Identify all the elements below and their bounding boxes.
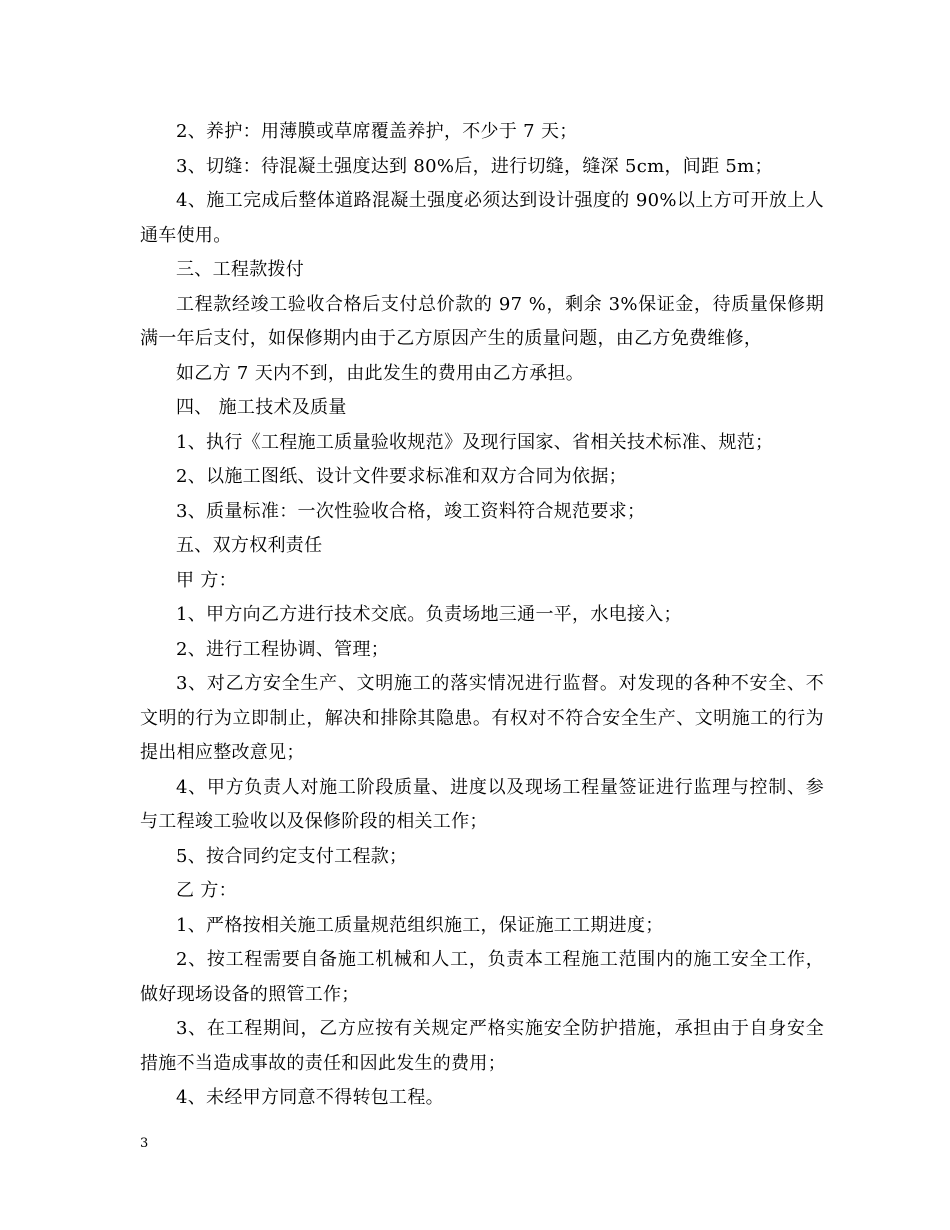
paragraph-joint-cutting: 3、切缝：待混凝土强度达到 80%后，进行切缝，缝深 5cm，间距 5m；: [176, 155, 773, 177]
party-b-item-2: 2、按工程需要自备施工机械和人工，负责本工程施工范围内的施工安全工作，做好现场设备的照管工作；: [140, 949, 824, 1005]
page-number: 3: [140, 1136, 149, 1151]
party-a-heading: 甲 方：: [176, 569, 237, 591]
paragraph-technique-2: 2、以施工图纸、设计文件要求标准和双方合同为依据；: [176, 466, 627, 487]
party-a-item-4: 4、甲方负责人对施工阶段质量、进度以及现场工程量签证进行监理与控制、参与工程竣工验收以及保修阶段的相关工作；: [140, 776, 824, 832]
party-b-item-3: 3、在工程期间，乙方应按有关规定严格实施安全防护措施，承担由于自身安全措施不当造成事故的责任和因此发生的费用；: [140, 1018, 824, 1074]
paragraph-payment-terms: 工程款经竣工验收合格后支付总价款的 97 %，剩余 3%保证金，待质量保修期满一年后支付，如保修期内由于乙方原因产生的质量问题，由乙方免费维修，: [140, 293, 824, 349]
party-a-item-3: 3、对乙方安全生产、文明施工的落实情况进行监督。对发现的各种不安全、不文明的行为立即制止，解决和排除其隐患。有权对不符合安全生产、文明施工的行为提出相应整改意见；: [140, 673, 824, 763]
party-b-heading: 乙 方：: [176, 880, 237, 901]
document-body: [140, 115, 824, 1116]
party-b-item-1: 1、严格按相关施工质量规范组织施工，保证施工工期进度；: [176, 914, 664, 936]
paragraph-curing: 2、养护：用薄膜或草席覆盖养护，不少于 7 天；: [176, 121, 578, 142]
party-a-item-1: 1、甲方向乙方进行技术交底。负责场地三通一平，水电接入；: [176, 604, 682, 625]
paragraph-technique-1: 1、执行《工程施工质量验收规范》及现行国家、省相关技术标准、规范；: [176, 431, 774, 453]
paragraph-payment-penalty: 如乙方 7 天内不到，由此发生的费用由乙方承担。: [176, 362, 585, 384]
paragraph-technique-3: 3、质量标准：一次性验收合格，竣工资料符合规范要求；: [176, 500, 646, 522]
section-heading-rights-responsibilities: 五、双方权利责任: [176, 535, 323, 556]
party-a-item-2: 2、进行工程协调、管理；: [176, 638, 390, 660]
party-b-item-4: 4、未经甲方同意不得转包工程。: [176, 1087, 444, 1108]
section-heading-payment: 三、工程款拨付: [176, 259, 305, 280]
party-a-item-5: 5、按合同约定支付工程款；: [176, 845, 408, 867]
paragraph-strength-requirement: 4、施工完成后整体道路混凝土强度必须达到设计强度的 90%以上方可开放上人通车使用。: [140, 190, 824, 246]
section-heading-technique-quality: 四、 施工技术及质量: [176, 397, 347, 418]
